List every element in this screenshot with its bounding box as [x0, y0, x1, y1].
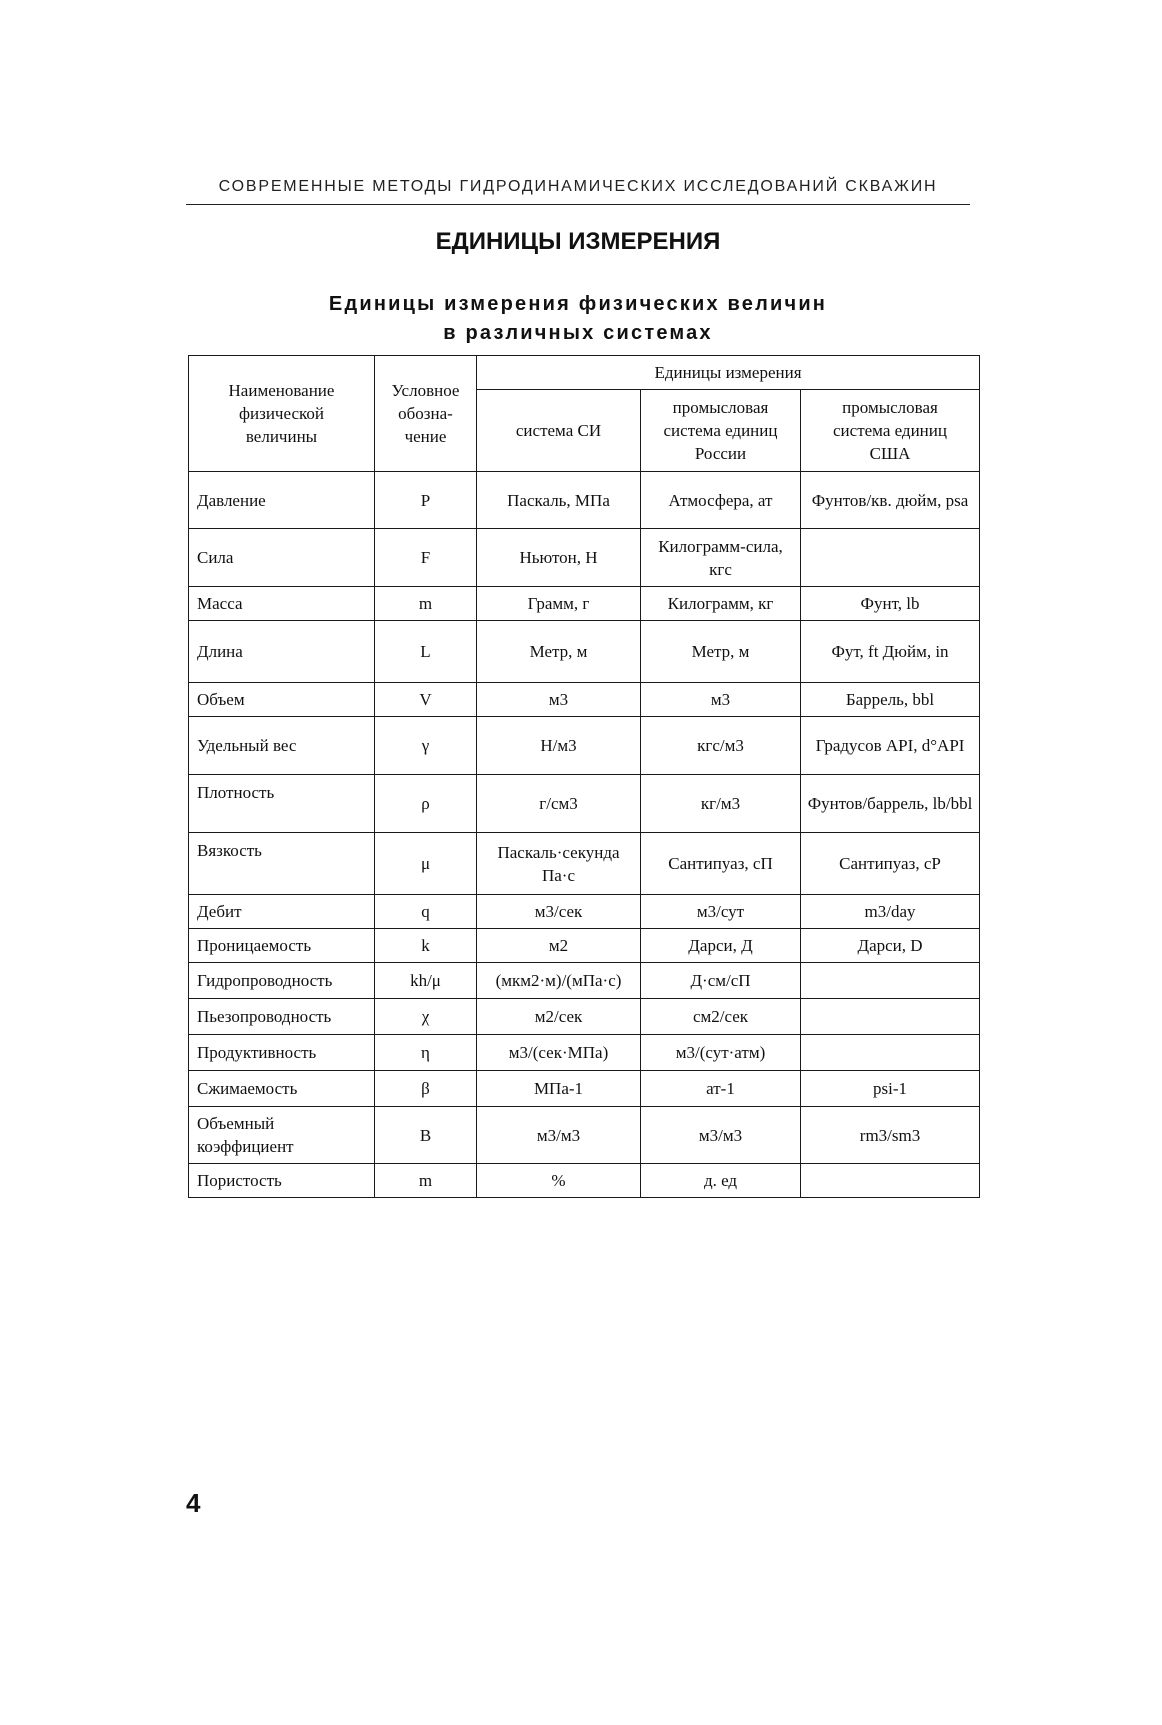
table-row: [189, 895, 980, 929]
russia-unit-cell: Килограмм-сила, кгс: [641, 529, 801, 587]
quantity-name-cell: Сила: [189, 529, 375, 587]
russia-unit-cell: Дарси, Д: [641, 929, 801, 963]
table-row: [189, 929, 980, 963]
quantity-name-cell: Гидропроводность: [189, 963, 375, 999]
table-row: [189, 1107, 980, 1164]
symbol-cell: η: [375, 1035, 477, 1071]
quantity-name-cell: Вязкость: [189, 833, 375, 895]
usa-unit-cell: [801, 999, 980, 1035]
quantity-name-cell: Масса: [189, 587, 375, 621]
usa-unit-cell: Дарси, D: [801, 929, 980, 963]
table-row: [189, 683, 980, 717]
si-unit-cell: м3/м3: [477, 1107, 641, 1164]
table-title-line-1: Единицы измерения физических величин: [328, 293, 828, 315]
si-unit-cell: Метр, м: [477, 621, 641, 683]
usa-unit-cell: Фунтов/кв. дюйм, psa: [801, 472, 980, 529]
usa-unit-cell: Фут, ft Дюйм, in: [801, 621, 980, 683]
table-row: [189, 999, 980, 1035]
russia-unit-cell: Метр, м: [641, 621, 801, 683]
usa-unit-cell: Баррель, bbl: [801, 683, 980, 717]
usa-unit-cell: [801, 529, 980, 587]
usa-unit-cell: Градусов API, d°API: [801, 717, 980, 775]
russia-unit-cell: Сантипуаз, сП: [641, 833, 801, 895]
table-row: [189, 775, 980, 833]
quantity-name-cell: Сжимаемость: [189, 1071, 375, 1107]
russia-unit-cell: м3/сут: [641, 895, 801, 929]
section-title: ЕДИНИЦЫ ИЗМЕРЕНИЯ: [435, 228, 721, 255]
usa-unit-cell: Сантипуаз, cP: [801, 833, 980, 895]
quantity-name-cell: Удельный вес: [189, 717, 375, 775]
si-unit-cell: Ньютон, Н: [477, 529, 641, 587]
table-row: [189, 472, 980, 529]
table-title: [186, 290, 970, 348]
russia-unit-cell: ат-1: [641, 1071, 801, 1107]
header-russia: промысловая система единиц России: [641, 390, 801, 472]
table-row: [189, 833, 980, 895]
page-number: 4: [186, 1488, 201, 1518]
header-si: система СИ: [477, 390, 641, 472]
symbol-cell: β: [375, 1071, 477, 1107]
header-units-group: Единицы измерения: [477, 356, 980, 390]
si-unit-cell: м3: [477, 683, 641, 717]
symbol-cell: L: [375, 621, 477, 683]
symbol-cell: B: [375, 1107, 477, 1164]
si-unit-cell: Н/м3: [477, 717, 641, 775]
russia-unit-cell: м3: [641, 683, 801, 717]
table-row: [189, 717, 980, 775]
quantity-name-cell: Длина: [189, 621, 375, 683]
table-row: [189, 963, 980, 999]
usa-unit-cell: [801, 1164, 980, 1198]
russia-unit-cell: Д·см/сП: [641, 963, 801, 999]
symbol-cell: m: [375, 587, 477, 621]
quantity-name-cell: Объемный коэффициент: [189, 1107, 375, 1164]
usa-unit-cell: Фунтов/баррель, lb/bbl: [801, 775, 980, 833]
si-unit-cell: г/см3: [477, 775, 641, 833]
usa-unit-cell: [801, 963, 980, 999]
usa-unit-cell: [801, 1035, 980, 1071]
si-unit-cell: %: [477, 1164, 641, 1198]
si-unit-cell: Паскаль, МПа: [477, 472, 641, 529]
symbol-cell: P: [375, 472, 477, 529]
si-unit-cell: м3/сек: [477, 895, 641, 929]
header-quantity: Наименование физической величины: [189, 356, 375, 472]
quantity-name-cell: Объем: [189, 683, 375, 717]
russia-unit-cell: Килограмм, кг: [641, 587, 801, 621]
russia-unit-cell: кг/м3: [641, 775, 801, 833]
usa-unit-cell: psi-1: [801, 1071, 980, 1107]
quantity-name-cell: Давление: [189, 472, 375, 529]
quantity-name-cell: Пьезопроводность: [189, 999, 375, 1035]
russia-unit-cell: м3/(сут·атм): [641, 1035, 801, 1071]
symbol-cell: q: [375, 895, 477, 929]
header-symbol: Условное обозна- чение: [375, 356, 477, 472]
units-table: [188, 355, 980, 1198]
si-unit-cell: Грамм, г: [477, 587, 641, 621]
si-unit-cell: (мкм2·м)/(мПа·с): [477, 963, 641, 999]
table-row: [189, 1071, 980, 1107]
si-unit-cell: Паскаль·секунда Па·с: [477, 833, 641, 895]
symbol-cell: μ: [375, 833, 477, 895]
symbol-cell: k: [375, 929, 477, 963]
usa-unit-cell: Фунт, lb: [801, 587, 980, 621]
running-head: СОВРЕМЕННЫЕ МЕТОДЫ ГИДРОДИНАМИЧЕСКИХ ИССЛЕДОВАНИЙ СКВАЖИН: [218, 178, 938, 195]
symbol-cell: V: [375, 683, 477, 717]
symbol-cell: χ: [375, 999, 477, 1035]
russia-unit-cell: Атмосфера, ат: [641, 472, 801, 529]
symbol-cell: ρ: [375, 775, 477, 833]
table-row: [189, 1164, 980, 1198]
si-unit-cell: МПа-1: [477, 1071, 641, 1107]
table-row: [189, 621, 980, 683]
quantity-name-cell: Плотность: [189, 775, 375, 833]
table-title-line-2: в различных системах: [443, 322, 713, 344]
quantity-name-cell: Пористость: [189, 1164, 375, 1198]
si-unit-cell: м2/сек: [477, 999, 641, 1035]
russia-unit-cell: кгс/м3: [641, 717, 801, 775]
symbol-cell: F: [375, 529, 477, 587]
table-row: [189, 1035, 980, 1071]
si-unit-cell: м2: [477, 929, 641, 963]
table-body: [189, 472, 980, 1198]
table-row: [189, 587, 980, 621]
si-unit-cell: м3/(сек·МПа): [477, 1035, 641, 1071]
russia-unit-cell: см2/сек: [641, 999, 801, 1035]
quantity-name-cell: Дебит: [189, 895, 375, 929]
quantity-name-cell: Проницаемость: [189, 929, 375, 963]
header-usa: промысловая система единиц США: [801, 390, 980, 472]
usa-unit-cell: m3/day: [801, 895, 980, 929]
russia-unit-cell: д. ед: [641, 1164, 801, 1198]
symbol-cell: m: [375, 1164, 477, 1198]
table-row: [189, 529, 980, 587]
quantity-name-cell: Продуктивность: [189, 1035, 375, 1071]
symbol-cell: γ: [375, 717, 477, 775]
usa-unit-cell: rm3/sm3: [801, 1107, 980, 1164]
header-rule: [186, 204, 970, 205]
symbol-cell: kh/μ: [375, 963, 477, 999]
russia-unit-cell: м3/м3: [641, 1107, 801, 1164]
